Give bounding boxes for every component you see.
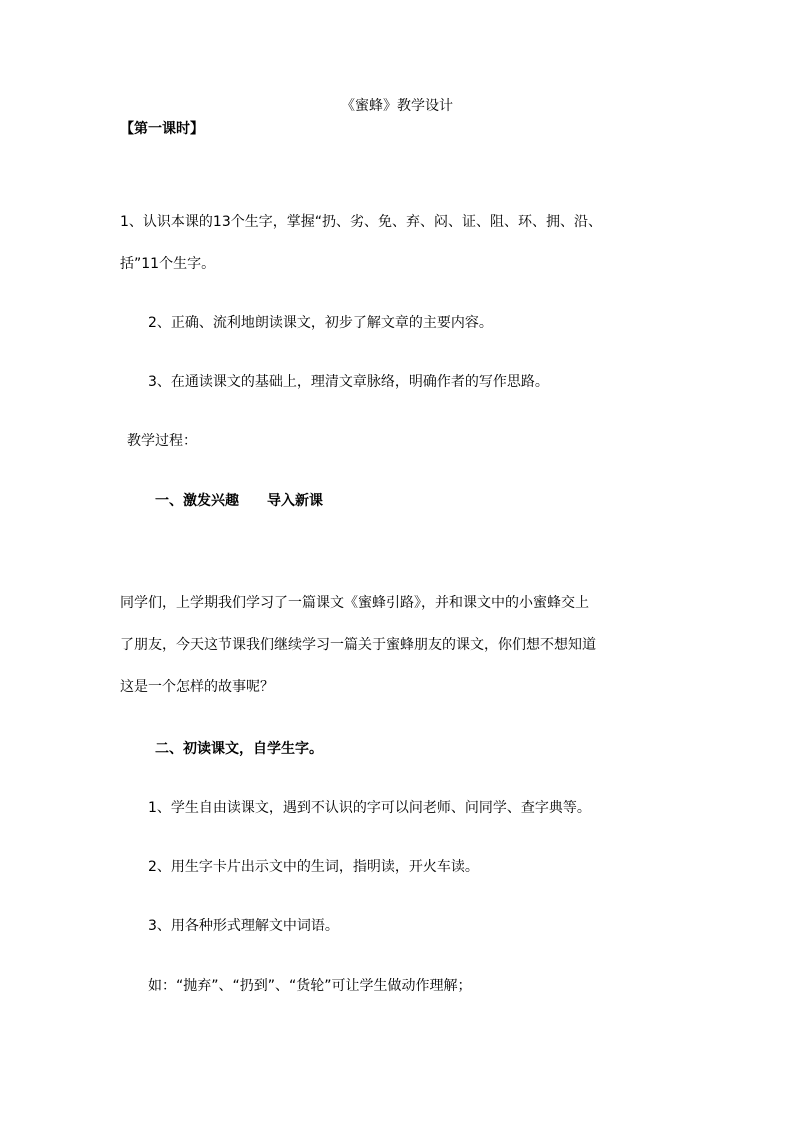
section-2-example: 如：“抛弃”、“扔到”、“货轮”可让学生做动作理解；: [148, 978, 472, 994]
objective-3: 3、在通读课文的基础上，理清文章脉络，明确作者的写作思路。: [148, 374, 549, 390]
objective-1-line-2: 括”11个生字。: [120, 256, 216, 272]
section-2-step-1: 1、学生自由读课文，遇到不认识的字可以问老师、问同学、查字典等。: [148, 800, 591, 816]
section-2-heading: 二、初读课文，自学生字。: [155, 741, 323, 757]
process-label: 教学过程：: [127, 433, 197, 449]
section-1-paragraph-line-3: 这是一个怎样的故事呢？: [120, 679, 274, 695]
section-1-heading-part-2: 导入新课: [267, 493, 323, 509]
document-title: 《蜜蜂》教学设计: [341, 98, 453, 114]
objective-1-line-1: 1、认识本课的13个生字，掌握“扔、劣、免、弃、闷、证、阻、环、拥、沿、: [120, 214, 602, 230]
section-2-step-2: 2、用生字卡片出示文中的生词，指明读，开火车读。: [148, 859, 479, 875]
section-1-paragraph-line-1: 同学们，上学期我们学习了一篇课文《蜜蜂引路》，并和课文中的小蜜蜂交上: [120, 595, 589, 611]
section-1-heading-part-1: 一、激发兴趣: [155, 493, 239, 509]
section-1-heading: [155, 492, 323, 510]
lesson-label: 【第一课时】: [120, 121, 204, 137]
objective-2: 2、正确、流利地朗读课文，初步了解文章的主要内容。: [148, 315, 493, 331]
section-2-step-3: 3、用各种形式理解文中词语。: [148, 918, 339, 934]
section-1-paragraph-line-2: 了朋友，今天这节课我们继续学习一篇关于蜜蜂朋友的课文，你们想不想知道: [120, 637, 596, 653]
